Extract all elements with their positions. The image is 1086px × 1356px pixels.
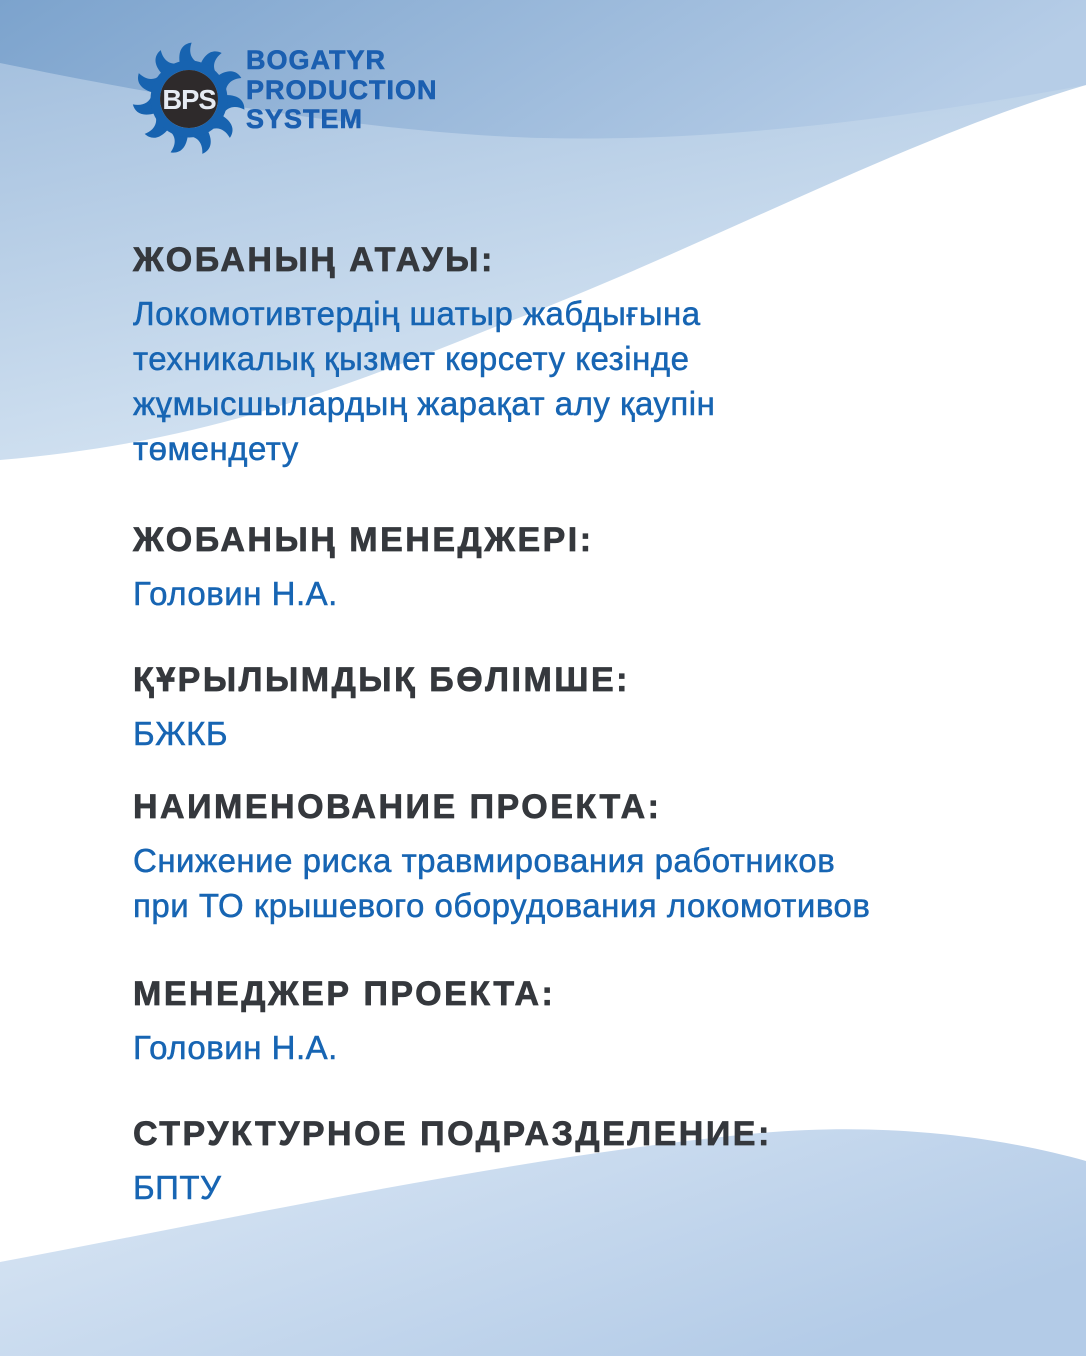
section-heading: СТРУКТУРНОЕ ПОДРАЗДЕЛЕНИЕ: [133, 1115, 772, 1153]
section-value [133, 1165, 1033, 1210]
brand-line: PRODUCTION [246, 74, 438, 105]
section-heading: НАИМЕНОВАНИЕ ПРОЕКТА: [133, 788, 662, 826]
section-value [133, 711, 1033, 756]
section-value [133, 571, 1033, 616]
section-structural-unit-kk [133, 657, 1033, 756]
section-value [133, 838, 1033, 928]
value-line: Локомотивтердің шатыр жабдығына [133, 295, 701, 332]
value-line: Снижение риска травмирования работников [133, 842, 836, 879]
value-line: техникалық қызмет көрсету кезінде [133, 340, 690, 377]
section-heading: МЕНЕДЖЕР ПРОЕКТА: [133, 975, 556, 1013]
bps-logo [130, 40, 248, 163]
section-project-name-kk [133, 237, 1033, 471]
value-line: төмендету [133, 430, 299, 467]
section-structural-unit-ru [133, 1111, 1033, 1210]
section-project-name-ru [133, 784, 1033, 928]
value-line: Головин Н.А. [133, 1029, 338, 1066]
value-line: при ТО крышевого оборудования локомотивов [133, 887, 871, 924]
section-heading: ЖОБАНЫҢ МЕНЕДЖЕРІ: [133, 521, 594, 559]
logo-monogram: BPS [162, 84, 216, 116]
section-value [133, 291, 1033, 471]
value-line: БЖКБ [133, 715, 229, 752]
brand-line: BOGATYR [246, 45, 386, 75]
saw-blade-icon [130, 40, 248, 158]
value-line: жұмысшылардың жарақат алу қаупін [133, 385, 716, 422]
brand-name [246, 46, 438, 135]
section-project-manager-kk [133, 517, 1033, 616]
brand-line: SYSTEM [246, 104, 364, 134]
section-heading: ЖОБАНЫҢ АТАУЫ: [133, 241, 495, 279]
section-project-manager-ru [133, 971, 1033, 1070]
value-line: БПТУ [133, 1169, 222, 1206]
section-value [133, 1025, 1033, 1070]
section-heading: ҚҰРЫЛЫМДЫҚ БӨЛІМШЕ: [133, 661, 630, 699]
value-line: Головин Н.А. [133, 575, 338, 612]
